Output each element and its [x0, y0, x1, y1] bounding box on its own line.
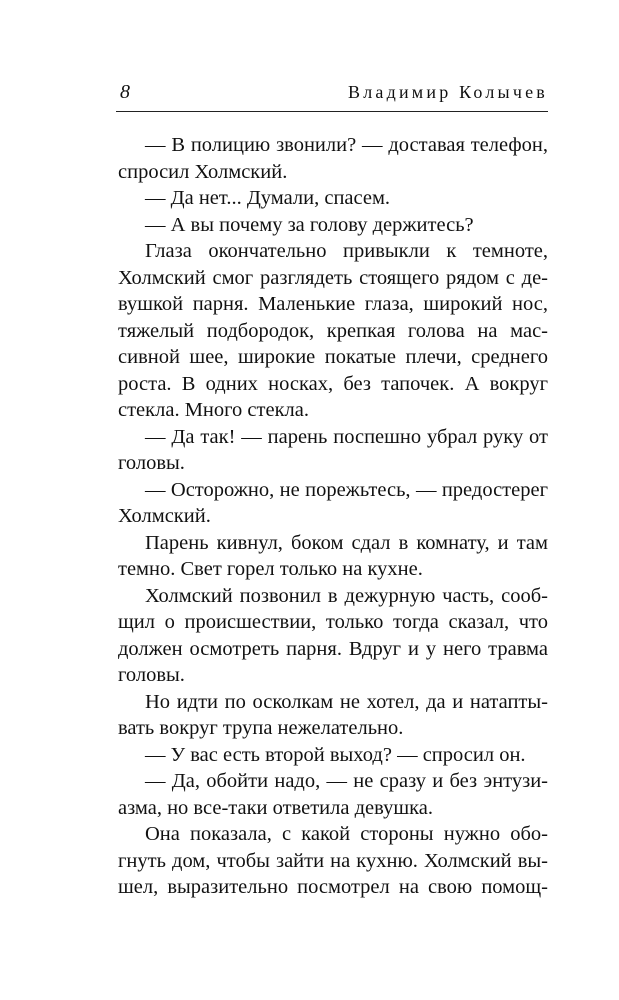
- text-line: должен осмотреть парня. Вдруг и у него травма: [118, 637, 548, 660]
- page-number: 8: [120, 81, 130, 103]
- text-line: — А вы почему за голову держитесь?: [145, 213, 474, 236]
- text-line: — Да так! — парень поспешно убрал руку от: [145, 425, 548, 448]
- header-rule: [116, 111, 548, 112]
- text-line: азма, но все-таки ответила девушка.: [118, 796, 434, 819]
- text-line: спросил Холмский.: [118, 160, 288, 183]
- text-line: темно. Свет горел только на кухне.: [118, 558, 423, 580]
- text-line: Холмский позвонил в дежурную часть, сооб-: [145, 584, 548, 607]
- text-line: роста. В одних носках, без тапочек. А вокруг: [118, 372, 548, 395]
- text-line: — Да нет... Думали, спасем.: [145, 187, 391, 209]
- text-line: — В полицию звонили? — доставая телефон,: [145, 134, 548, 156]
- text-line: гнуть дом, чтобы зайти на кухню. Холмский вы-: [118, 849, 548, 872]
- text-line: шел, выразительно посмотрел на свою помощ-: [118, 876, 548, 898]
- text-line: Но идти по осколкам не хотел, да и натапты-: [145, 690, 548, 713]
- running-title: Владимир Колычев: [348, 82, 548, 102]
- text-line: — Да, обойти надо, — не сразу и без энтузи-: [145, 770, 548, 792]
- text-line: головы.: [118, 452, 185, 474]
- text-line: Она показала, с какой стороны нужно обо-: [145, 823, 548, 845]
- page-header: [118, 80, 548, 108]
- text-line: Парень кивнул, боком сдал в комнату, и там: [145, 531, 548, 554]
- text-line: — Осторожно, не порежьтесь, — предостерег: [145, 478, 548, 501]
- text-line: сивной шее, широкие покатые плечи, среднего: [118, 346, 548, 368]
- text-line: стекла. Много стекла.: [118, 399, 309, 421]
- text-line: тяжелый подбородок, крепкая голова на мас-: [118, 319, 548, 342]
- text-line: головы.: [118, 664, 185, 686]
- text-line: Холмский смог разглядеть стоящего рядом с де-: [118, 266, 548, 289]
- text-line: Глаза окончательно привыкли к темноте,: [145, 240, 548, 262]
- text-line: Холмский.: [118, 505, 211, 527]
- text-line: щил о происшествии, только тогда сказал, что: [118, 611, 548, 633]
- text-line: вушкой парня. Маленькие глаза, широкий нос,: [118, 293, 548, 315]
- text-line: вать вокруг трупа нежелательно.: [118, 717, 404, 739]
- text-line: — У вас есть второй выход? — спросил он.: [145, 743, 526, 766]
- body-text: [118, 132, 548, 901]
